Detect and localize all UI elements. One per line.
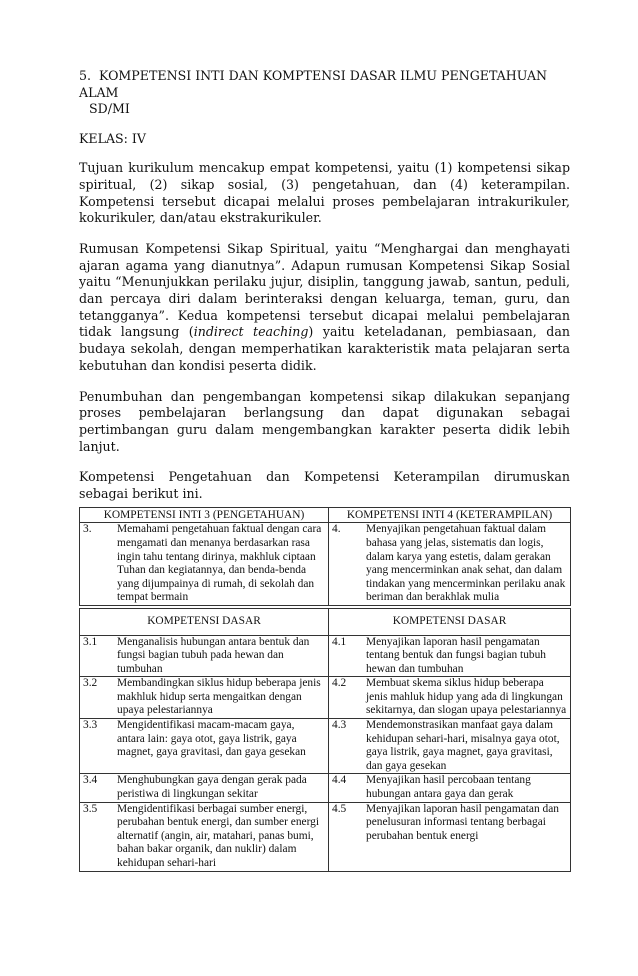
paragraph-rumusan (79, 241, 570, 375)
kd-cell-left (80, 802, 329, 871)
kd-cell-left (80, 719, 329, 774)
ki-text-right: Menyajikan pengetahuan faktual dalam bahasa yang jelas, sistematis dan logis, dalam karya yang estetis, dalam gerakan yang mencerminkan anak sehat, dan dalam tindakan yang mencerminkan perilaku anak beriman dan berakhlak mulia (366, 523, 566, 604)
paragraph-rumusan-italic: indirect teaching (193, 324, 309, 340)
kd-text: Menyajikan laporan hasil pengamatan tentang bentuk dan fungsi bagian tubuh hewan dan tumbuhan (366, 635, 546, 675)
table-row (80, 774, 571, 802)
kd-text: Menghubungkan gaya dengan gerak pada peristiwa di lingkungan sekitar (117, 774, 307, 801)
ki-cell-right (329, 523, 571, 606)
ki-number-left: 3. (83, 523, 92, 536)
ki-header-left: KOMPETENSI INTI 3 (PENGETAHUAN) (80, 507, 329, 523)
kd-number: 4.1 (332, 635, 347, 648)
paragraph-tujuan: Tujuan kurikulum mencakup empat kompetensi, yaitu (1) kompetensi sikap spiritual, (2) sikap sosial, (3) pengetahuan, dan (4) keterampilan. Kompetensi tersebut dicapai melalui proses pembelajaran intrakurikuler, kokurikuler, dan/atau ekstrakurikuler. (79, 160, 570, 226)
ki-header-right: KOMPETENSI INTI 4 (KETERAMPILAN) (329, 507, 571, 523)
kd-cell-right (329, 635, 571, 677)
section-heading (79, 68, 570, 118)
paragraph-kompetensi: Kompetensi Pengetahuan dan Kompetensi Keterampilan dirumuskan sebagai berikut ini. (79, 469, 570, 502)
kd-header-right: KOMPETENSI DASAR (329, 608, 571, 635)
kd-cell-right (329, 802, 571, 871)
ki-cell-left (80, 523, 329, 606)
kd-cell-right (329, 677, 571, 719)
kd-cell-left (80, 635, 329, 677)
kd-number: 3.4 (83, 774, 98, 787)
paragraph-penumbuhan: Penumbuhan dan pengembangan kompetensi sikap dilakukan sepanjang proses pembelajaran berlangsung dan dapat digunakan sebagai pertimbangan guru dalam mengembangkan karakter peserta didik lebih lanjut. (79, 388, 570, 454)
kd-header-left: KOMPETENSI DASAR (80, 608, 329, 635)
section-number: 5. (79, 68, 92, 83)
kd-cell-left (80, 677, 329, 719)
document-page (79, 68, 570, 872)
ki-table (79, 507, 571, 606)
kd-number: 4.3 (332, 719, 347, 732)
class-label: KELAS: IV (79, 131, 147, 147)
kd-number: 3.5 (83, 802, 98, 815)
section-title-line1: KOMPETENSI INTI DAN KOMPTENSI DASAR ILMU PENGETAHUAN ALAM (79, 68, 548, 100)
kd-text: Membuat skema siklus hidup beberapa jenis mahluk hidup yang ada di lingkungan sekitarnya, dan slogan upaya pelestariannya (366, 677, 567, 717)
kd-text: Mengidentifikasi berbagai sumber energi, perubahan bentuk energi, dan sumber energi alternatif (angin, air, matahari, panas bumi, bahan bakar organik, dan nuklir) dalam kehidupan sehari-hari (117, 802, 320, 870)
paragraph-rumusan-a: Rumusan Kompetensi Sikap Spiritual, yaitu “Menghargai dan menghayati ajaran agama yang dianutnya”. Adapun rumusan Kompetensi Sikap Sosial yaitu “Menunjukkan perilaku jujur, disiplin, tanggung jawab, santun, peduli, dan percaya diri dalam berinteraksi dengan keluarga, teman, guru, dan tetangganya”. Kedua kompetensi tersebut dicapai melalui pembelajaran tidak langsung ( (79, 240, 570, 340)
kd-number: 4.5 (332, 802, 347, 815)
kd-number: 4.4 (332, 774, 347, 787)
paragraph-rumusan-b: ) yaitu keteladanan, pembiasaan, dan budaya sekolah, dengan memperhatikan karakteristik mata pelajaran serta kebutuhan dan kondisi peserta didik. (79, 324, 570, 373)
ki-number-right: 4. (332, 523, 341, 536)
table-row (80, 677, 571, 719)
kd-text: Menganalisis hubungan antara bentuk dan fungsi bagian tubuh pada hewan dan tumbuhan (117, 635, 310, 675)
kd-number: 3.1 (83, 635, 98, 648)
kd-number: 3.3 (83, 719, 98, 732)
table-row (80, 802, 571, 871)
kd-text: Mengidentifikasi macam-macam gaya, antara lain: gaya otot, gaya listrik, gaya magnet, gaya gravitasi, dan gaya gesekan (117, 719, 306, 759)
kd-number: 3.2 (83, 677, 98, 690)
ki-text-left: Memahami pengetahuan faktual dengan cara mengamati dan menanya berdasarkan rasa ingin tahu tentang dirinya, makhluk ciptaan Tuhan dan kegiatannya, dan benda-benda yang dijumpainya di rumah, di sekolah dan tempat bermain (117, 523, 322, 604)
kd-cell-right (329, 774, 571, 802)
kd-table (79, 608, 571, 872)
kd-text: Menyajikan laporan hasil pengamatan dan penelusuran informasi tentang berbagai perubahan bentuk energi (366, 802, 559, 842)
table-row (80, 719, 571, 774)
kd-cell-right (329, 719, 571, 774)
kd-text: Membandingkan siklus hidup beberapa jenis makhluk hidup serta mengaitkan dengan upaya pelestariannya (117, 677, 321, 717)
table-row (80, 635, 571, 677)
kd-cell-left (80, 774, 329, 802)
kd-number: 4.2 (332, 677, 347, 690)
kd-text: Menyajikan hasil percobaan tentang hubungan antara gaya dan gerak (366, 774, 531, 801)
kd-text: Mendemonstrasikan manfaat gaya dalam kehidupan sehari-hari, misalnya gaya otot, gaya listrik, gaya magnet, gaya gravitasi, dan gaya gesekan (366, 719, 560, 772)
section-title-line2: SD/MI (89, 101, 130, 117)
